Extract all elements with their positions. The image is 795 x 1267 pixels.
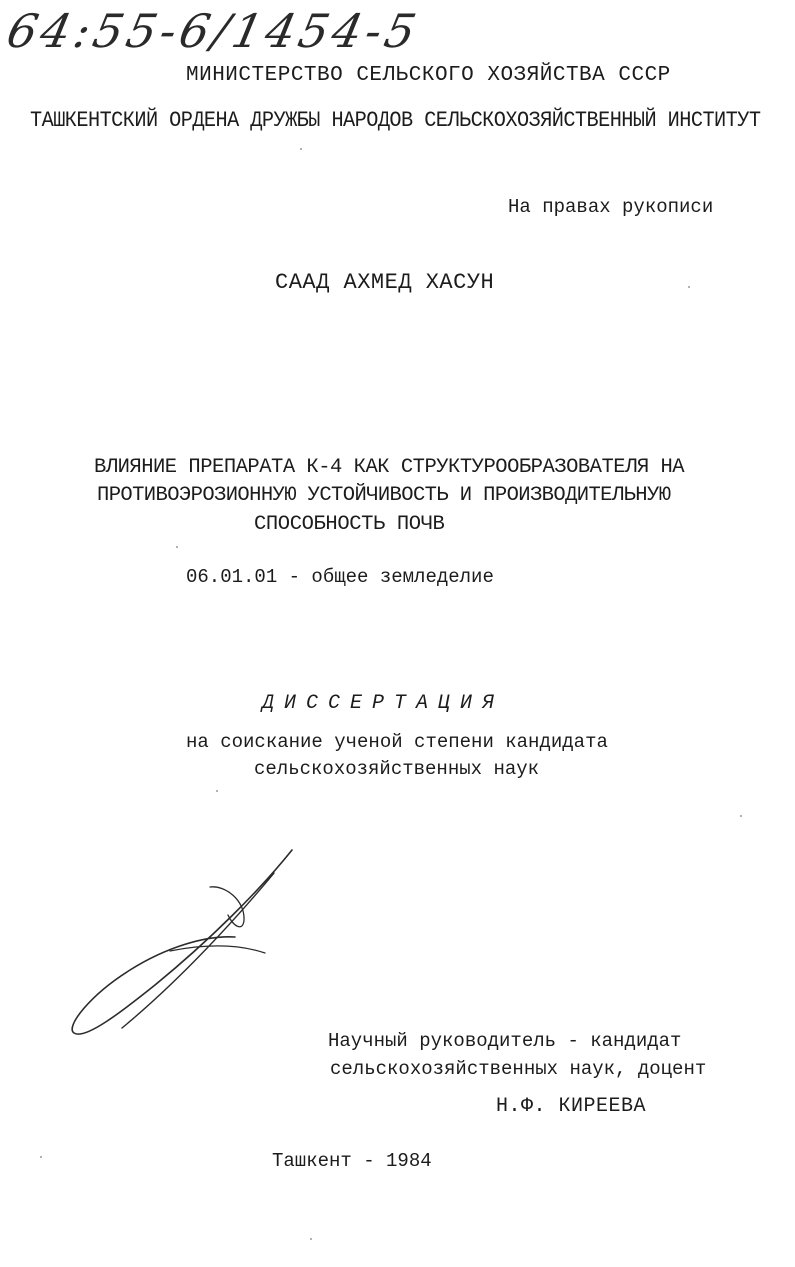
thesis-title-line-3: СПОСОБНОСТЬ ПОЧВ xyxy=(254,513,445,536)
paper-speck xyxy=(310,1238,312,1240)
thesis-title-line-2: ПРОТИВОЭРОЗИОННУЮ УСТОЙЧИВОСТЬ И ПРОИЗВОДИТЕЛЬНУЮ xyxy=(97,484,671,507)
degree-line-2: сельскохозяйственных наук xyxy=(254,758,540,780)
paper-speck xyxy=(740,815,742,817)
archive-handwritten-mark: 64:55-6/1454-5 xyxy=(2,4,425,58)
paper-speck xyxy=(40,1156,42,1158)
handwritten-signature xyxy=(60,845,310,1045)
author-name: СААД АХМЕД ХАСУН xyxy=(275,270,495,295)
degree-line-1: на соискание ученой степени кандидата xyxy=(186,731,608,753)
document-type-heading: ДИССЕРТАЦИЯ xyxy=(262,692,505,715)
manuscript-rights-note: На правах рукописи xyxy=(508,196,714,218)
paper-speck xyxy=(300,148,302,150)
institute-heading: ТАШКЕНТСКИЙ ОРДЕНА ДРУЖБЫ НАРОДОВ СЕЛЬСКОХОЗЯЙСТВЕННЫЙ ИНСТИТУТ xyxy=(30,108,761,133)
specialty-code: 06.01.01 - общее земледелие xyxy=(186,566,494,588)
ministry-heading: МИНИСТЕРСТВО СЕЛЬСКОГО ХОЗЯЙСТВА СССР xyxy=(186,64,671,87)
supervisor-line-1: Научный руководитель - кандидат xyxy=(328,1030,682,1052)
paper-speck xyxy=(216,790,218,792)
paper-speck xyxy=(176,546,178,548)
supervisor-line-2: сельскохозяйственных наук, доцент xyxy=(330,1058,707,1080)
thesis-title-line-1: ВЛИЯНИЕ ПРЕПАРАТА К-4 КАК СТРУКТУРООБРАЗОВАТЕЛЯ НА xyxy=(94,456,685,479)
city-and-year: Ташкент - 1984 xyxy=(272,1150,432,1172)
paper-speck xyxy=(688,286,690,288)
supervisor-name: Н.Ф. КИРЕЕВА xyxy=(496,1095,647,1118)
